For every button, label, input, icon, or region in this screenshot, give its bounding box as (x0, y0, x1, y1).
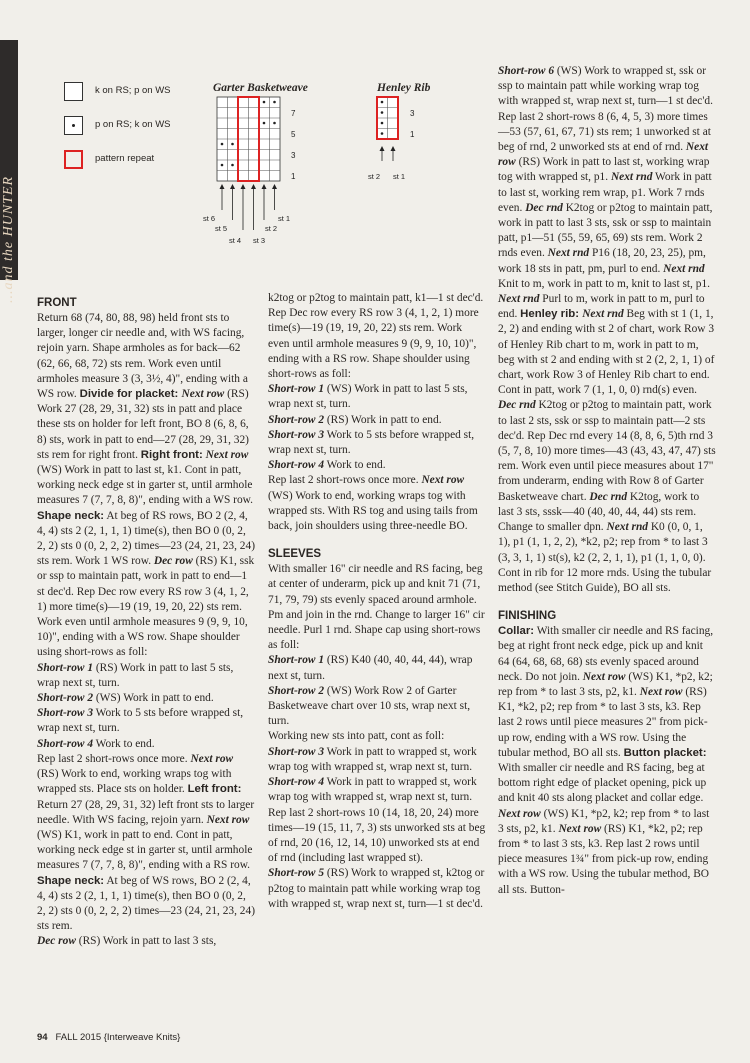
stitch-label: st 6 (203, 214, 216, 223)
row-label: 3 (291, 151, 296, 160)
row-label: 3 (410, 109, 415, 118)
page-footer (37, 1032, 180, 1043)
paragraph: Rep last 2 short-rows 10 (14, 18, 20, 24) more times—19 (15, 11, 7, 3) sts unworked sts at beg of rnd, 20 (16, 12, 14, 10) unworked sts at end of rnd (including last wrapped st). (268, 806, 486, 865)
henley-chart-title: Henley Rib (377, 82, 431, 94)
paragraph: Short-row 2 (WS) Work in patt to end. (37, 692, 214, 705)
paragraph: Short-row 3 Work to 5 sts before wrapped st, wrap next st, turn. (37, 707, 244, 735)
column-3 (498, 64, 716, 898)
paragraph: Rep last 2 short-rows once more. Next row (RS) Work to end, working wraps tog with wrapped sts. Place sts on holder. Left front: Return 27 (28, 29, 31, 32) left front sts to larger needle. With WS facing, rejoin yarn. Next row (WS) K1, work in patt to end. Cont in patt, working neck edge st in garter st, until armhole measures 7 (7, 7, 8, 8)", ending with a RS row. Shape neck: At beg of WS rows, BO 2 (2, 4, 4, 4) sts 2 (2, 1, 1, 1) time(s), then BO 0 (0, 2, 2, 2) sts 0 (0, 2, 2, 2) times—23 (24, 21, 23, 24) sts rem. (37, 752, 255, 933)
magazine-name: {Interweave Knits} (103, 1032, 181, 1043)
paragraph: Return 68 (74, 80, 88, 98) held front sts to larger, longer cir needle and, with WS facing, rejoin yarn. Shape armholes as for back—62 (62, 66, 68, 72) sts rem. Work even until armholes measure 3 (3, 3½, 4)", ending with a WS row. Divide for placket: Next row (RS) Work 27 (28, 29, 31, 32) sts in patt and place these sts on holder for left front, BO 8 (6, 8, 6, 8) sts, work in patt to end—27 (28, 29, 31, 32) sts rem for right front. Right front: Next row (WS) Work in patt to last st, k1. Cont in patt, working neck edge st in garter st, until armhole measures 7 (7, 7, 8, 8)", ending with a WS row. Shape neck: At beg of RS rows, BO 2 (2, 4, 4, 4) sts 2 (2, 1, 1, 1) time(s), then BO 0 (0, 2, 2, 2) sts 0 (0, 2, 2, 2) times—23 (24, 21, 23, 24) sts rem. Work 1 WS row. Dec row (RS) K1, ssk or ssp to maintain patt, work in patt to end—1 st dec'd. Rep Dec row every RS row 3 (4, 1, 2, 1) more time(s)—19 (19, 19, 20, 22) sts rem. Work even until armhole measures 9 (9, 9, 10, 10)", ending with a WS row. Shape shoulder using short-rows as foll: (37, 312, 255, 659)
paragraph: Short-row 2 (RS) Work in patt to end. (268, 413, 442, 426)
stitch-label: st 2 (265, 224, 278, 233)
paragraph: Short-row 2 (WS) Work Row 2 of Garter Basketweave chart over 10 sts, wrap next st, turn. (268, 684, 471, 728)
paragraph: Short-row 1 (RS) K40 (40, 40, 44, 44), wrap next st, turn. (268, 654, 473, 682)
stitch-label: st 5 (215, 224, 228, 233)
stitch-label: st 1 (393, 172, 406, 181)
page-number: 94 (37, 1032, 48, 1043)
paragraph: Dec row (RS) Work in patt to last 3 sts, (37, 935, 217, 948)
garter-chart-title: Garter Basketweave (213, 82, 308, 94)
paragraph: Short-row 3 Work in patt to wrapped st, work wrap tog with wrapped st, wrap next st, turn. (268, 745, 477, 773)
sidebar-title: ...and the HUNTER (1, 175, 16, 303)
purl-symbol-icon (64, 116, 83, 135)
legend-label: k on RS; p on WS (95, 85, 171, 96)
stitch-label: st 2 (368, 172, 381, 181)
row-label: 5 (291, 130, 296, 139)
paragraph: Rep last 2 short-rows once more. Next row (WS) Work to end, working wraps tog with wrapped sts. With RS tog and using tails from back, join shoulders using three-needle BO. (268, 474, 478, 533)
legend-label: pattern repeat (95, 153, 155, 164)
paragraph: Short-row 4 Work to end. (37, 737, 155, 750)
paragraph: Short-row 1 (WS) Work in patt to last 5 sts, wrap next st, turn. (268, 383, 468, 411)
paragraph: Short-row 5 (RS) Work to wrapped st, k2tog or p2tog to maintain patt while working wrap tog with wrapped st, wrap next st, turn—1 st dec'd. (268, 867, 485, 910)
paragraph: Short-row 3 Work to 5 sts before wrapped st, wrap next st, turn. (268, 428, 475, 457)
issue-season: FALL 2015 (55, 1032, 102, 1043)
paragraph: Rep last 2 short-rows 8 (6, 4, 5, 3) more times—53 (57, 61, 67, 71) sts rem; 1 unworked st at beg of rnd, 2 unworked sts at end of rnd. Next row (RS) Work in patt to last st, working wrap tog with wrapped st, p1. Next rnd Work in patt to last st, working rem wrap, p1. Work 7 rnds even. Dec rnd K2tog or p2tog to maintain patt, work in patt to last 3 sts, ssk or ssp to maintain patt, p1—51 (55, 59, 65, 69) sts rem. Work 2 rnds even. Next rnd P16 (18, 20, 23, 25), pm, work 18 sts in patt, pm, purl to end. Next rnd Knit to m, work in patt to m, knit to last st, p1. Next rnd Purl to m, work in patt to m, purl to end. Henley rib: Next rnd Beg with st 1 (1, 1, 2, 2) and ending with st 2 of chart, work Row 3 of Henley Rib chart to m, work in patt to m, beg with st 2 and ending with st 2 (2, 2, 1, 1) of chart, work Row 3 of Henley Rib chart to end. Cont in patt, work 7 (1, 1, 0, 0) rnd(s) even. Dec rnd K2tog or p2tog to maintain patt, work to last 2 sts, ssk or ssp to maintain patt—2 sts dec'd. Rep Dec rnd every 14 (8, 8, 6, 5)th rnd 3 (5, 7, 8, 10) more times—43 (43, 43, 47, 47) sts rem. Work even until piece measures about 17" from underarm, ending with Row 8 of Garter Basketweave chart. Dec rnd K2tog, work to last 3 sts, sssk—40 (40, 40, 44, 44) sts rem. Change to smaller dpn. Next rnd K0 (0, 0, 1, 1), p1 (1, 1, 2, 2), *k2, p2; rep from * to last 3 (3, 3, 1, 1) st(s), k2 (2, 2, 1, 1), p1 (1, 1, 0, 0). Cont in rib for 12 more rnds. Using the tubular method (see Stitch Guide), BO all sts. (498, 110, 716, 594)
stitch-label: st 4 (229, 236, 242, 245)
paragraph: Working new sts into patt, cont as foll: (268, 730, 445, 743)
column-1 (37, 297, 255, 950)
paragraph: Short-row 1 (RS) Work in patt to last 5 sts, wrap next st, turn. (37, 661, 234, 689)
section-heading: FRONT (37, 297, 77, 309)
section-heading: FINISHING (498, 610, 557, 623)
legend-label: p on RS; k on WS (95, 119, 171, 130)
sidebar-spine (0, 40, 18, 303)
paragraph: Short-row 6 (WS) Work to wrapped st, ssk or ssp to maintain patt while working wrap tog with wrapped st, wrap next st, turn—1 st dec'd. (498, 65, 713, 108)
paragraph: With smaller 16" cir needle and RS facing, beg at center of underarm, pick up and knit 71 (71, 71, 79, 79) sts evenly spaced around armhole. Pm and join in the rnd. Change to larger 16" cir needle. Purl 1 rnd. Shape cap using short-rows as foll: (268, 563, 485, 652)
knit-symbol-icon (64, 82, 83, 101)
row-label: 1 (291, 172, 296, 181)
pattern-repeat-icon (64, 150, 83, 169)
stitch-label: st 3 (253, 236, 266, 245)
henley-rib-chart (360, 95, 430, 190)
row-label: 7 (291, 109, 296, 118)
paragraph: Short-row 4 Work to end. (268, 459, 386, 472)
stitch-label: st 1 (278, 214, 291, 223)
paragraph: Collar: With smaller cir needle and RS facing, beg at right front neck edge, pick up and knit 64 (64, 68, 68, 68) sts evenly spaced around neck. Do not join. Next row (WS) K1, *p2, k2; rep from * to last 3 sts, p2, k1. Next row (RS) K1, *k2, p2; rep from * to last 3 sts, k3. Rep last 2 rows until piece measures 2" from pick-up row, ending with a WS row. Using the tubular method, BO all sts. Button placket: With smaller cir needle and RS facing, beg at bottom right edge of placket opening, pick up and knit 40 sts along placket and collar edge. Next row (WS) K1, *p2, k2; rep from * to last 3 sts, p2, k1. Next row (RS) K1, *k2, p2; rep from * to last 3 sts, k3. Rep last 2 rows until piece measures 1¾" from pick-up row, ending with a WS row. Using the tubular method, BO all sts. Button- (498, 625, 714, 896)
section-heading: SLEEVES (268, 548, 322, 561)
row-label: 1 (410, 130, 415, 139)
paragraph: Short-row 4 Work in patt to wrapped st, work wrap tog with wrapped st, wrap next st, turn. (268, 776, 477, 804)
garter-basketweave-chart (195, 95, 310, 250)
paragraph: k2tog or p2tog to maintain patt, k1—1 st dec'd. Rep Dec row every RS row 3 (4, 1, 2, 1) more time(s)—19 (19, 19, 20, 22) sts rem. Work even until armhole measures 9 (9, 9, 10, 10)", ending with a RS row. Shape shoulder using short-rows as foll: (268, 292, 484, 381)
column-2 (268, 291, 486, 912)
